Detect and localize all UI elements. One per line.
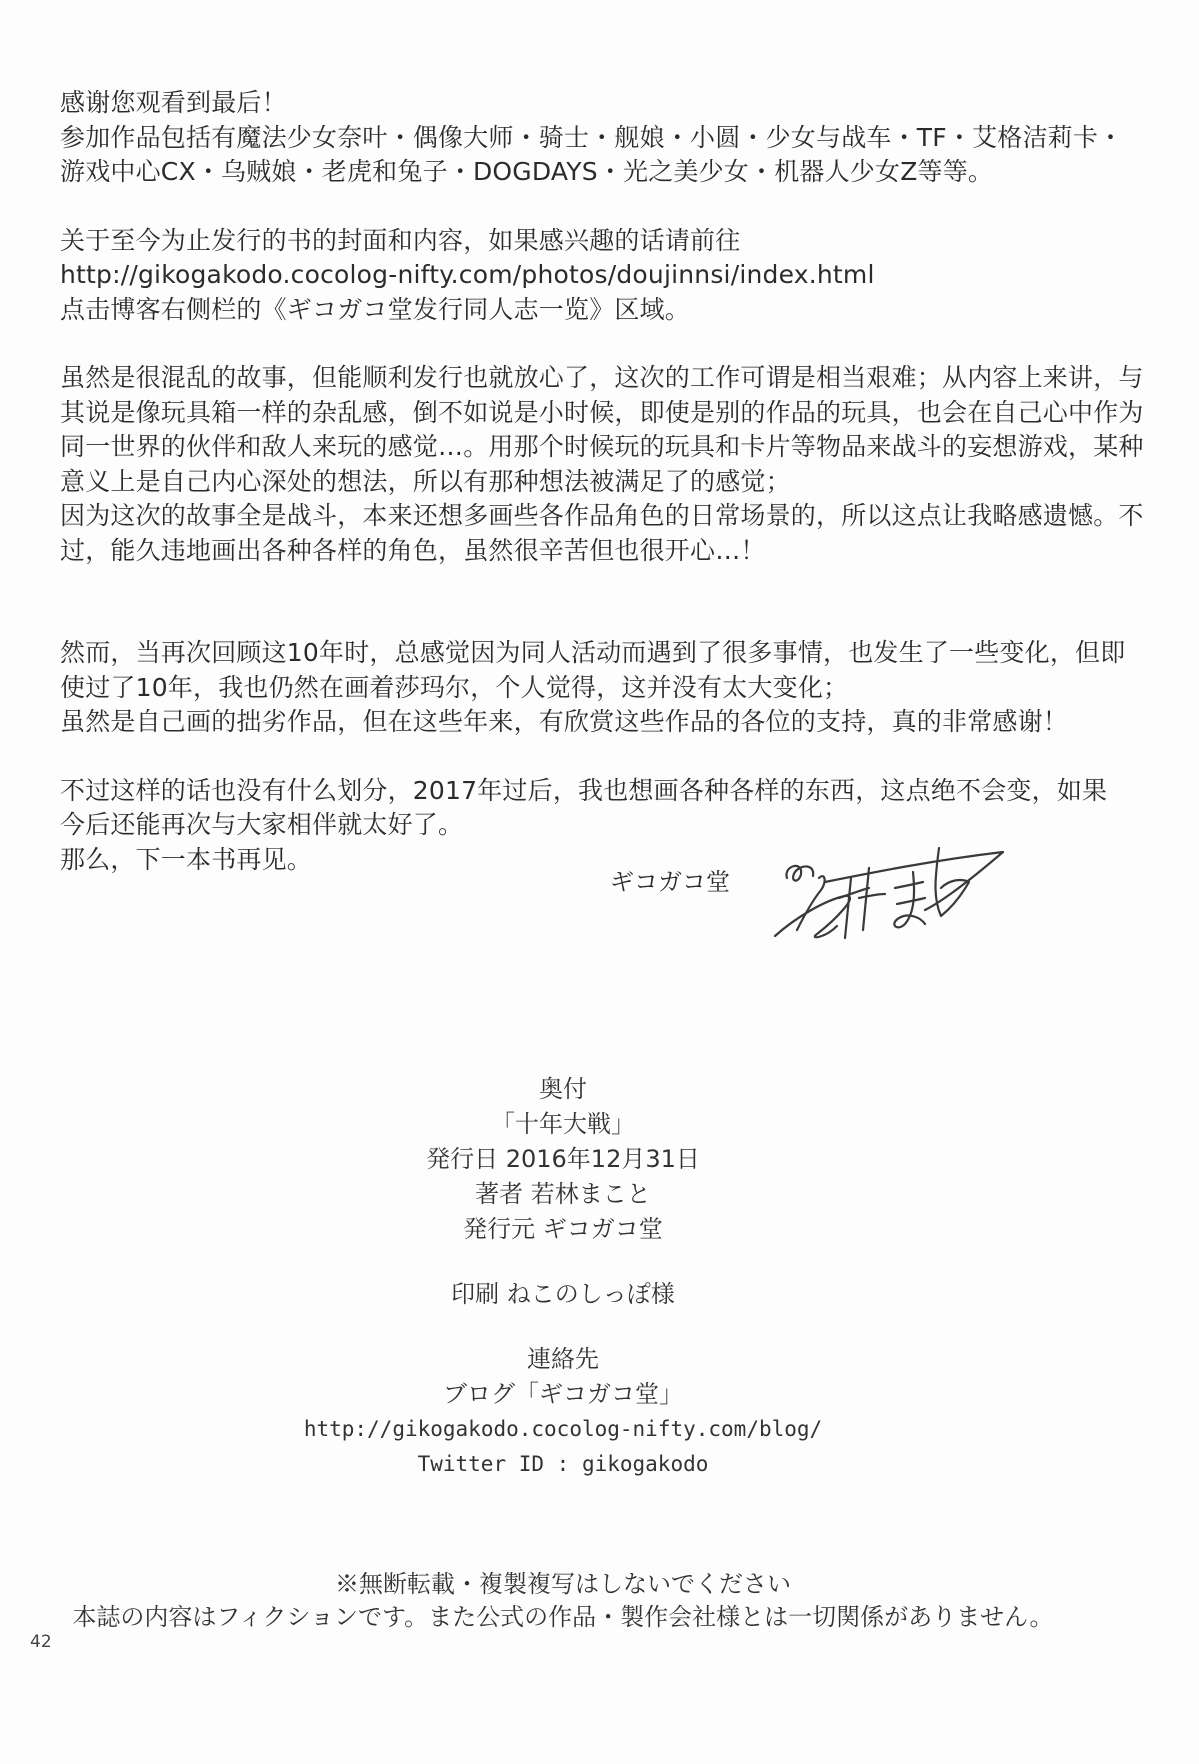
- page-number: 42: [30, 1632, 52, 1652]
- publish-date: 発行日 2016年12月31日: [426, 1145, 700, 1173]
- text-line: 今后还能再次与大家相伴就太好了。: [60, 810, 464, 839]
- contact-heading: 連絡先: [527, 1345, 599, 1373]
- legal-notice: [0, 1568, 1126, 1634]
- catalog-url: http://gikogakodo.cocolog-nifty.com/photos/doujinnsi/index.html: [60, 260, 875, 289]
- blog-url: http://gikogakodo.cocolog-nifty.com/blog/: [303, 1417, 823, 1441]
- text-line: 虽然是自己画的拙劣作品，但在这些年来，有欣赏这些作品的各位的支持，真的非常感谢！: [60, 707, 1069, 736]
- paragraph-thanks: [60, 86, 1150, 190]
- text-line: 点击博客右侧栏的《ギコガコ堂发行同人志一览》区域。: [60, 294, 691, 324]
- paragraph-story: [60, 361, 1150, 568]
- blog-name: ブログ「ギコガコ堂」: [443, 1380, 683, 1408]
- text-line: 关于至今为止发行的书的封面和内容，如果感兴趣的话请前往: [60, 225, 741, 255]
- text-line: 然而，当再次回顾这10年时，总感觉因为同人活动而遇到了很多事情，也发生了一些变化，但即: [60, 638, 1126, 667]
- text-line: 因为这次的故事全是战斗，本来还想多画些各作品角色的日常场景的，所以这点让我略感遗憾。不: [60, 501, 1144, 530]
- text-line: 虽然是很混乱的故事，但能顺利发行也就放心了，这次的工作可谓是相当艰难；从内容上来讲，与: [60, 363, 1144, 392]
- author: 著者 若林まこと: [475, 1180, 651, 1208]
- text-line: 其说是像玩具箱一样的杂乱感，倒不如说是小时候，即使是别的作品的玩具，也会在自己心中作为: [60, 397, 1144, 427]
- spacer: [0, 1312, 1126, 1342]
- text-line: 不过这样的话也没有什么划分，2017年过后，我也想画各种各样的东西，这点绝不会变，如果: [60, 775, 1108, 805]
- afterword-text: [60, 86, 1150, 911]
- text-line: 意义上是自己内心深处的想法，所以有那种想法被满足了的感觉；: [60, 466, 791, 496]
- handwritten-signature-icon: [765, 838, 1015, 948]
- paragraph-ten-years: [60, 636, 1150, 740]
- text-line: 同一世界的伙伴和敌人来玩的感觉…。用那个时候玩的玩具和卡片等物品来战斗的妄想游戏，某种: [60, 432, 1144, 461]
- book-title: 「十年大戦」: [491, 1110, 635, 1138]
- fiction-disclaimer: 本誌の内容はフィクションです。また公式の作品・製作会社様とは一切関係がありません。: [72, 1603, 1054, 1631]
- text-line: 那么，下一本书再见。: [60, 844, 313, 874]
- text-line: 感谢您观看到最后！: [60, 88, 287, 117]
- no-reproduction-notice: ※無断転載・複製複写はしないでください: [335, 1570, 791, 1598]
- signature-block: [610, 848, 1030, 968]
- colophon-heading: 奥付: [539, 1075, 587, 1103]
- circle-name: ギコガコ堂: [610, 868, 730, 896]
- text-line: 过，能久违地画出各种各样的角色，虽然很辛苦但也很开心…！: [60, 535, 766, 565]
- twitter-id: Twitter ID : gikogakodo: [417, 1452, 709, 1476]
- text-line: 参加作品包括有魔法少女奈叶・偶像大师・骑士・舰娘・小圆・少女与战车・TF・艾格洁莉卡・: [60, 122, 1124, 152]
- paragraph-back-catalog: [60, 224, 1150, 328]
- colophon: [0, 1072, 1126, 1482]
- spacer: [0, 1247, 1126, 1277]
- publisher: 発行元 ギコガコ堂: [463, 1215, 663, 1243]
- printer: 印刷 ねこのしっぽ様: [451, 1280, 675, 1308]
- text-line: 游戏中心CX・乌贼娘・老虎和兔子・DOGDAYS・光之美少女・机器人少女Z等等。: [60, 157, 994, 186]
- text-line: 使过了10年，我也仍然在画着莎玛尔，个人觉得，这并没有太大变化；: [60, 672, 849, 702]
